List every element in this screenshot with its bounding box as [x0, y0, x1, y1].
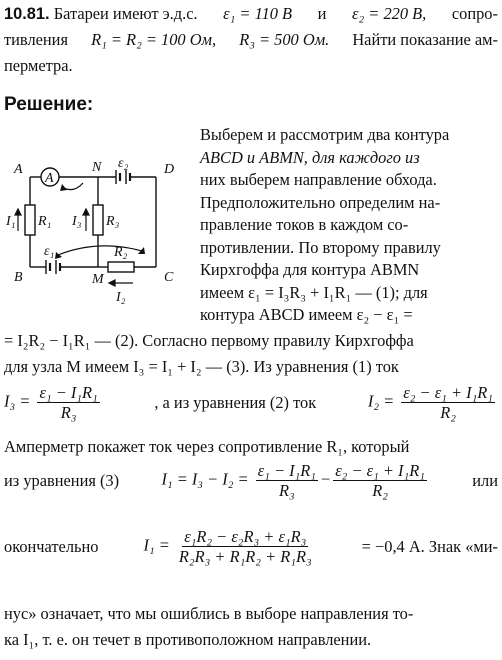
col-line: ABCD и ABMN, для каждого из — [200, 147, 420, 167]
label-i2: I₂ — [116, 290, 126, 305]
line-d-f1-den: R₃ — [278, 481, 295, 501]
solution-heading: Решение: — [4, 94, 94, 115]
eq-i3-lhs: I₃ = — [4, 391, 31, 411]
circuit-diagram — [8, 155, 193, 315]
col-line: противлении. По второму правилу — [200, 237, 441, 257]
node-label-n: N — [92, 160, 102, 175]
problem-line-3 — [4, 56, 498, 76]
resistor-r1-icon — [25, 205, 35, 235]
r12-value: R₁ = R₂ = 100 Ом, — [91, 30, 217, 49]
problem-text: Батареи имеют э.д.с. — [53, 4, 198, 23]
line-d-f2-den: R₂ — [372, 481, 388, 501]
solution-line-f: нус» означает, что мы ошиблись в выборе направления то- — [4, 604, 414, 623]
label-e1: ε₁ — [44, 244, 55, 259]
problem-text: перметра. — [4, 56, 73, 75]
label-i1: I₁ — [6, 214, 16, 229]
problem-word: тивления — [4, 30, 68, 49]
node-label-a: A — [14, 162, 23, 177]
label-r3: R₃ — [106, 214, 120, 229]
solution-column — [200, 125, 496, 328]
emf1-value: ε₁ = 110 В — [223, 4, 293, 23]
solution-line-d: из уравнения (3) I₁ = I₃ − I₂ = $\frac{\text{ε₁ − I₁R₁}}{\text{R₃}}$ − $\frac{\text{ε₂ − ε₁ + I₁R₁}}{\text{R₂}}$ или — [4, 461, 498, 501]
line-d-fraction-2 — [333, 462, 427, 499]
solution-eq-line — [4, 384, 498, 421]
line-e-fraction — [177, 528, 314, 565]
col-line: Кирхгоффа для контура ABMN — [200, 260, 420, 279]
eq-i2-den: R₂ — [440, 403, 456, 423]
resistor-r3-icon — [93, 205, 103, 235]
col-line: Предположительно определим на- — [200, 192, 441, 212]
label-r2: R₂ — [114, 245, 128, 260]
battery-e1-icon — [46, 260, 60, 274]
col-line: них выберем направление обхода. — [200, 170, 437, 189]
node-label-m: M — [92, 272, 104, 287]
label-r1: R₁ — [38, 214, 52, 229]
eq-i3-num: ε₁ − I₁R₁ — [39, 383, 98, 402]
eq-i2-fraction — [401, 384, 495, 421]
col-line: контура ABCD имеем ε₂ − ε₁ = — [200, 305, 413, 324]
resistor-r2-icon — [108, 262, 134, 272]
line-d-pre: из уравнения (3) — [4, 470, 120, 490]
emf2-value: ε₂ = 220 В, — [352, 4, 427, 23]
line-e-result: = −0,4 А. Знак «ми- — [361, 536, 498, 556]
problem-line-1 — [4, 4, 498, 24]
line-e-lhs: I₁ = — [143, 535, 170, 555]
line-e-den: R₂R₃ + R₁R₂ + R₁R₃ — [178, 547, 312, 567]
col-line: Выберем и рассмотрим два контура — [200, 125, 450, 144]
problem-line-2 — [4, 30, 498, 50]
col-line: имеем ε₁ = I₃R₃ + I₁R₁ — (1); для — [200, 282, 428, 302]
problem-number: 10.81. — [4, 5, 50, 23]
solution-line-g: ка I₁, т. е. он течет в противоположном направлении. — [4, 630, 372, 649]
problem-text: Найти показание ам- — [352, 30, 498, 49]
eq-i2-num: ε₂ − ε₁ + I₁R₁ — [403, 383, 493, 402]
eq-i3-fraction — [37, 384, 99, 421]
eq-i2-lhs: I₂ = — [367, 391, 395, 411]
node-label-c: C — [164, 270, 174, 285]
col-line: правление токов в каждом со- — [200, 215, 409, 234]
label-i3: I₃ — [72, 214, 82, 229]
battery-e2-icon — [116, 170, 130, 184]
solution-line-a: = I₂R₂ − I₁R₁ — (2). Согласно первому правилу Кирхгоффа — [4, 331, 414, 350]
line-d-f1-num: ε₁ − I₁R₁ — [257, 461, 316, 480]
line-d-f2-num: ε₂ − ε₁ + I₁R₁ — [335, 461, 425, 480]
eq-mid-text: , а из уравнения (2) ток — [154, 392, 317, 412]
line-d-fraction-1 — [256, 462, 318, 499]
label-e2: ε₂ — [118, 156, 129, 171]
solution-line-b: для узла M имеем I₃ = I₁ + I₂ — (3). Из уравнения (1) ток — [4, 357, 399, 376]
eq-i3-den: R₃ — [60, 403, 77, 423]
ammeter-label: A — [45, 171, 54, 186]
line-e-num: ε₁R₂ − ε₂R₃ + ε₁R₃ — [184, 527, 307, 546]
line-e-pre: окончательно — [4, 536, 99, 556]
node-label-d: D — [164, 162, 175, 177]
solution-line-e — [4, 528, 498, 565]
r3-value: R₃ = 500 Ом. — [239, 30, 330, 49]
line-d-lhs: I₁ = I₃ − I₂ = — [161, 469, 249, 489]
node-label-b: B — [14, 270, 23, 285]
line-d-post: или — [472, 470, 498, 490]
and-word: и — [317, 4, 327, 23]
problem-word: сопро- — [451, 4, 498, 23]
solution-line-c: Амперметр покажет ток через сопротивление R₁, который — [4, 437, 410, 456]
